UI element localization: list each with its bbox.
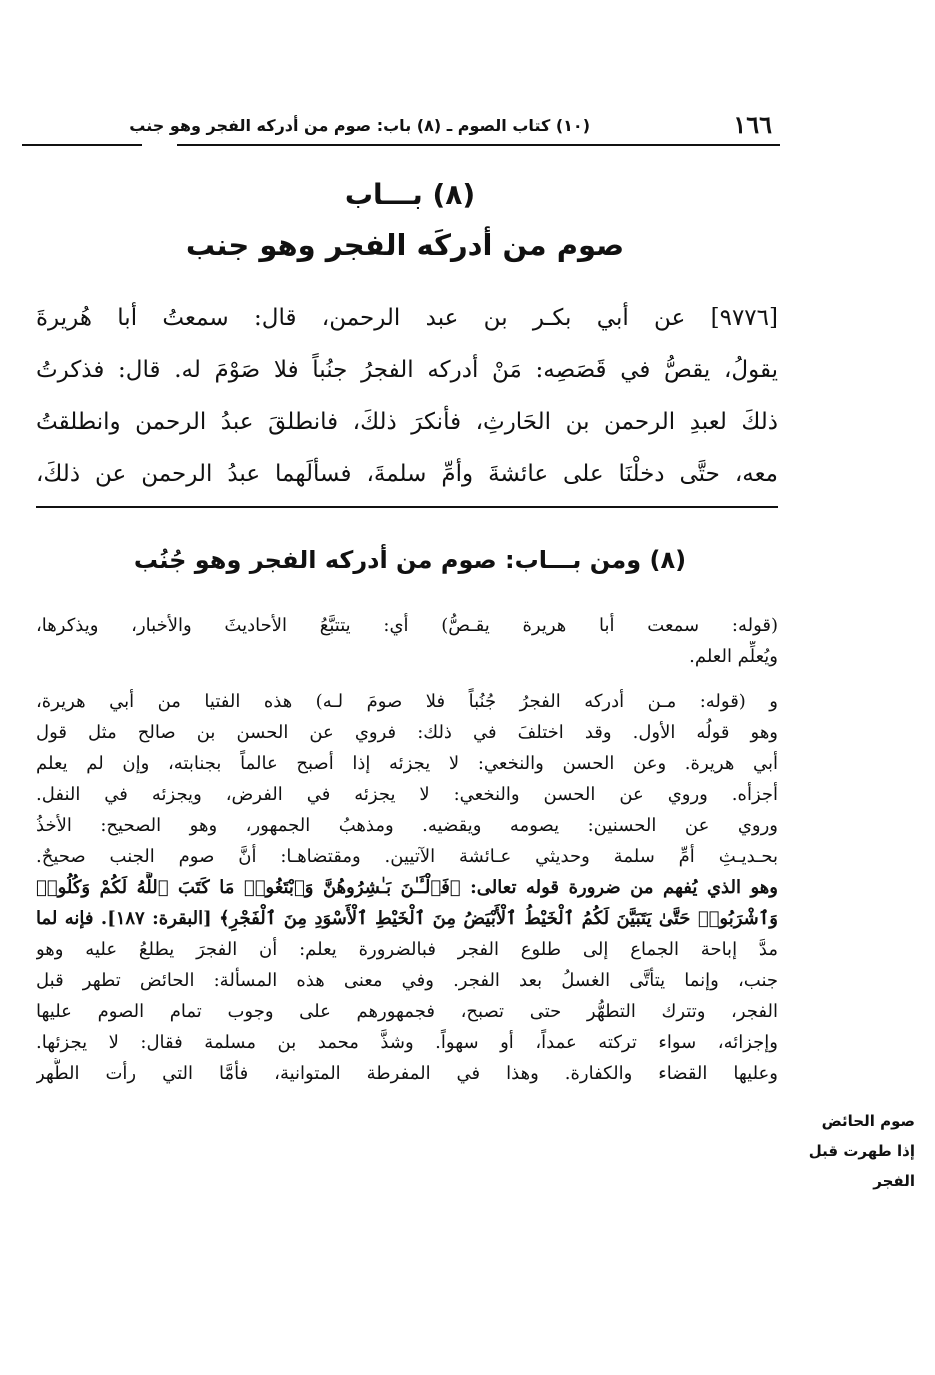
hadith-line: [٩٧٧٦] عن أبي بكـر بن عبد الرحمن، قال: سمعتُ أبا هُريرةَ [36, 305, 778, 331]
commentary-line: وهو قولُه الأول. وقد اختلفَ في ذلك: فروي عن الحسن بن صالح مثل قول [36, 722, 778, 743]
commentary-line: بحـديـثِ أمِّ سلمة وحديثي عـائشة الآتيين. ومقتضاهـا: أنَّ صوم الجنب صحيحٌ. [36, 846, 778, 867]
hadith-line: معه، حتَّى دخلْنَا على عائشةَ وأمِّ سلمةَ، فسألَهما عبدُ الرحمن عن ذلكَ، [36, 461, 778, 487]
paragraph-gap [36, 672, 778, 686]
commentary-line: وروي عن الحسنين: يصومه ويقضيه. ومذهبُ الجمهور، وهو الصحيح: الأخذُ [36, 815, 778, 836]
commentary-line: ويُعلِّم العلم. [689, 646, 778, 667]
margin-note-line: الفجر [873, 1172, 915, 1190]
hadith-line: ذلكَ لعبدِ الرحمن بن الحَارثِ، فأنكرَ ذلكَ، فانطلقَ عبدُ الرحمن وانطلقتُ [36, 409, 778, 435]
margin-note-line: صوم الحائض [821, 1112, 915, 1130]
commentary-line: جنب، وإنما يتأتَّى الغسلُ بعد الفجر. وفي معنى هذه المسألة: الحائض تطهر قبل [36, 970, 778, 991]
chapter-title: صوم من أدركَه الفجر وهو جنب [185, 228, 625, 262]
quran-verse-line: وهو الذي يُفهم من ضرورة قوله تعالى: ﴿فَٱلْـَٔـٰنَ بَـٰشِرُوهُنَّ وَٱبْتَغُوا۟ مَا كَتَبَ ٱللَّهُ لَكُمْ وَكُلُوا۟ [36, 877, 778, 898]
commentary-line: وعليها القضاء والكفارة. وهذا في المفرطة المتوانية، فأمَّا التي رأت الطُّهر [36, 1063, 778, 1084]
commentary-line: مدَّ إباحة الجماع إلى طلوع الفجر فبالضرورة يعلم: أن الفجرَ يطلعُ عليه وهو [36, 939, 778, 960]
hadith-text [36, 292, 778, 500]
margin-note [797, 1106, 915, 1196]
commentary-line: الفجر، وتترك التطهُّر حتى تصبح، فجمهورهم على وجوب تمام الصوم عليها [36, 1001, 778, 1022]
commentary-title: (٨) ومن بـــاب: صوم من أدركه الفجر وهو جُنُب [133, 546, 687, 574]
header-rule [177, 144, 780, 146]
running-header [22, 108, 780, 142]
quran-verse-line: وَٱشْرَبُوا۟ حَتَّىٰ يَتَبَيَّنَ لَكُمُ ٱلْخَيْطُ ٱلْأَبْيَضُ مِنَ ٱلْخَيْطِ ٱلْأَسْوَدِ مِنَ ٱلْفَجْرِ﴾ [البقرة: ١٨٧]. فإنه لما [36, 908, 778, 929]
commentary-line: أجزأه. وروي عن الحسن والنخعي: لا يجزئه في الفرض، ويجزئه في النفل. [36, 784, 778, 805]
commentary-line: وإجزائه، سواء تركته عمداً، أو سهواً. وشذَّ محمد بن مسلمة فقال: لا يجزئها. [36, 1032, 778, 1053]
commentary-line: أبي هريرة. وعن الحسن والنخعي: لا يجزئه إذا أصبح عالماً بجنابته، وإن لم يعلم [36, 753, 778, 774]
margin-note-line: إذا طهرت قبل [808, 1142, 915, 1160]
hadith-line: يقولُ، يقصُّ في قَصَصِه: مَنْ أدركه الفجرُ جنُباً فلا صَوْمَ له. قال: فذكرتُ [36, 357, 778, 383]
commentary-line: (قوله: سمعت أبا هريرة يقـصُّ) أي: يتتبَّعُ الأحاديثَ والأخبار، ويذكرها، [36, 615, 778, 636]
section-divider [36, 506, 778, 508]
running-title: (١٠) كتاب الصوم ـ (٨) باب: صوم من أدركه الفجر وهو جنب [129, 116, 590, 135]
commentary-text [36, 610, 778, 1089]
commentary-line: و (قوله: مـن أدركه الفجرُ جُنُباً فلا صومَ لـه) هذه الفتيا من أبي هريرة، [36, 691, 778, 712]
page-number: ١٦٦ [733, 110, 772, 139]
chapter-number: (٨) بـــاب [344, 178, 476, 211]
header-rule [22, 144, 142, 146]
